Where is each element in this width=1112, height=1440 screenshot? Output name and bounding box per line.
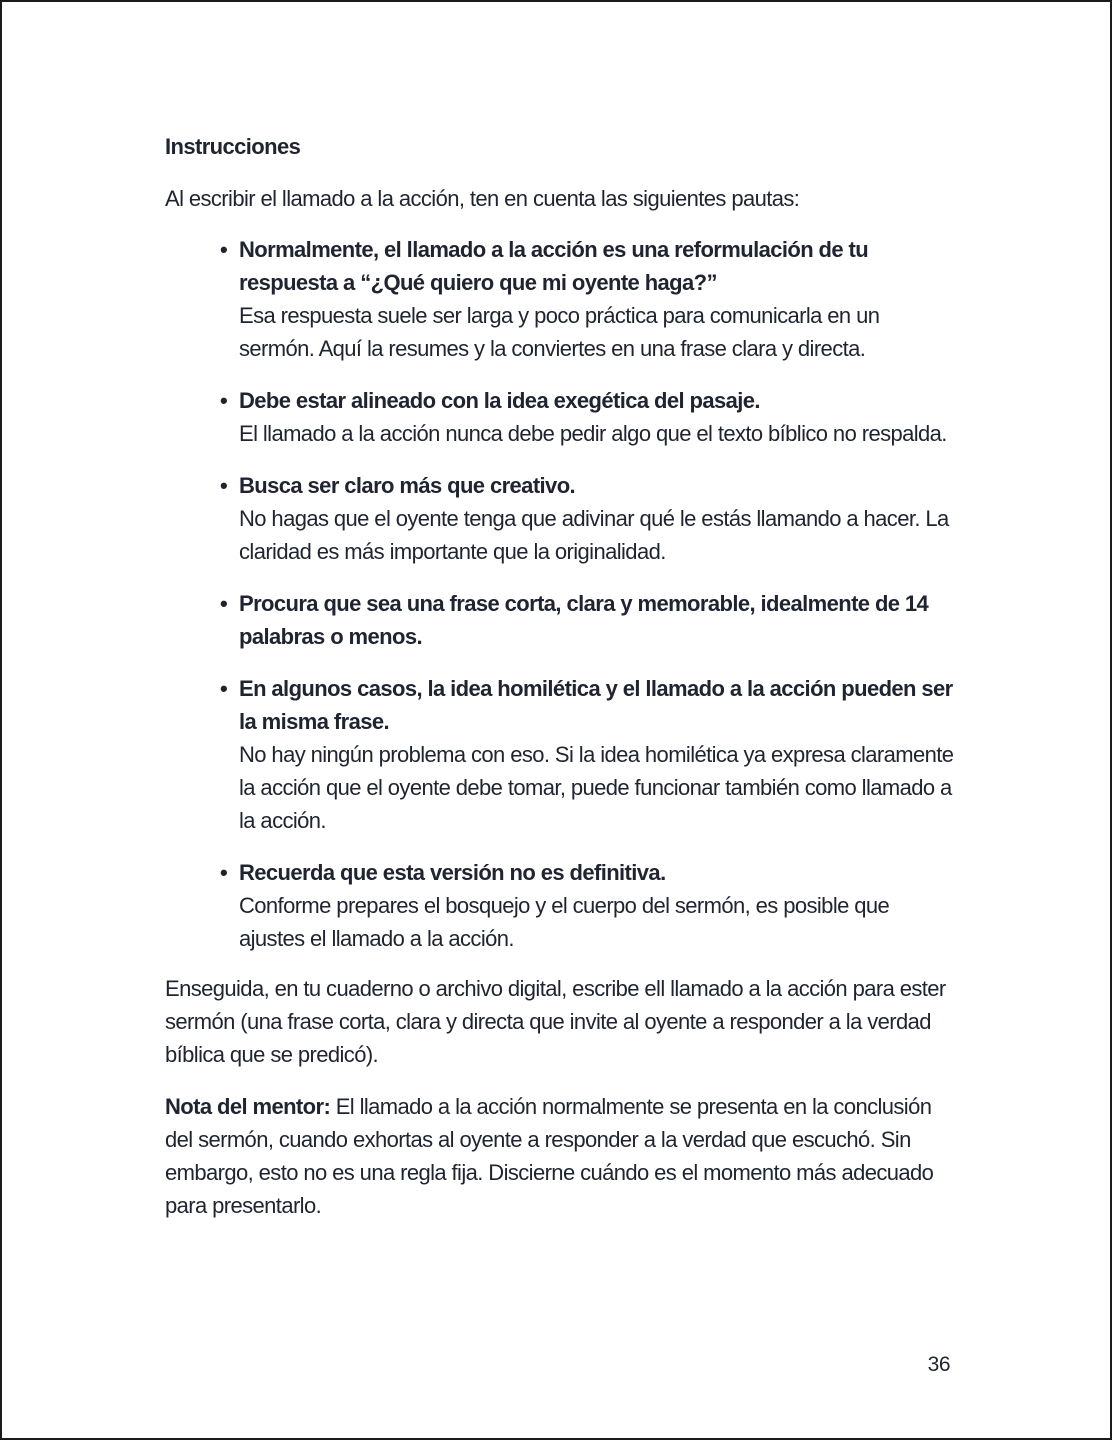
page-number: 36 bbox=[927, 1353, 950, 1376]
item-body: El llamado a la acción nunca debe pedir algo que el texto bíblico no respalda. bbox=[239, 421, 947, 446]
list-item bbox=[165, 233, 955, 365]
guideline-list bbox=[165, 233, 955, 955]
bullet-icon: • bbox=[220, 591, 228, 616]
bullet-icon: • bbox=[220, 473, 228, 498]
intro-paragraph: Al escribir el llamado a la acción, ten en cuenta las siguientes pautas: bbox=[165, 186, 800, 211]
closing-paragraph: Enseguida, en tu cuaderno o archivo digital, escribe ell llamado a la acción para ester sermón (una frase corta, clara y directa que invite al oyente a responder a la verdad bíblica que se predicó). bbox=[165, 976, 946, 1067]
item-title: Normalmente, el llamado a la acción es una reformulación de tu respuesta a “¿Qué quiero que mi oyente haga?” bbox=[239, 237, 869, 295]
bullet-icon: • bbox=[220, 676, 228, 701]
item-body: Conforme prepares el bosquejo y el cuerpo del sermón, es posible que ajustes el llamado a la acción. bbox=[239, 893, 890, 951]
item-title: En algunos casos, la idea homilética y el llamado a la acción pueden ser la misma frase. bbox=[239, 676, 953, 734]
item-body: No hay ningún problema con eso. Si la idea homilética ya expresa claramente la acción que el oyente debe tomar, puede funcionar también como llamado a la acción. bbox=[239, 742, 954, 833]
item-title: Busca ser claro más que creativo. bbox=[239, 473, 576, 498]
item-body: Esa respuesta suele ser larga y poco práctica para comunicarla en un sermón. Aquí la resumes y la conviertes en una frase clara y directa. bbox=[239, 303, 880, 361]
item-body: No hagas que el oyente tenga que adivinar qué le estás llamando a hacer. La claridad es más importante que la originalidad. bbox=[239, 506, 949, 564]
section-heading: Instrucciones bbox=[165, 134, 301, 159]
item-title: Debe estar alineado con la idea exegética del pasaje. bbox=[239, 388, 760, 413]
mentor-note bbox=[165, 1090, 955, 1222]
item-title: Procura que sea una frase corta, clara y memorable, idealmente de 14 palabras o menos. bbox=[239, 591, 929, 649]
page-content bbox=[165, 130, 955, 1241]
mentor-note-text: El llamado a la acción normalmente se presenta en la conclusión del sermón, cuando exhortas al oyente a responder a la verdad que escuchó. Sin embargo, esto no es una regla fija. Discierne cuándo es el momento más adecuado para presentarlo. bbox=[165, 1094, 934, 1218]
item-title: Recuerda que esta versión no es definitiva. bbox=[239, 860, 666, 885]
list-item bbox=[165, 384, 955, 450]
bullet-icon: • bbox=[220, 860, 228, 885]
list-item bbox=[165, 856, 955, 955]
list-item bbox=[165, 672, 955, 837]
list-item bbox=[165, 469, 955, 568]
bullet-icon: • bbox=[220, 388, 228, 413]
mentor-note-label: Nota del mentor: bbox=[165, 1094, 331, 1119]
list-item bbox=[165, 587, 955, 653]
bullet-icon: • bbox=[220, 237, 228, 262]
